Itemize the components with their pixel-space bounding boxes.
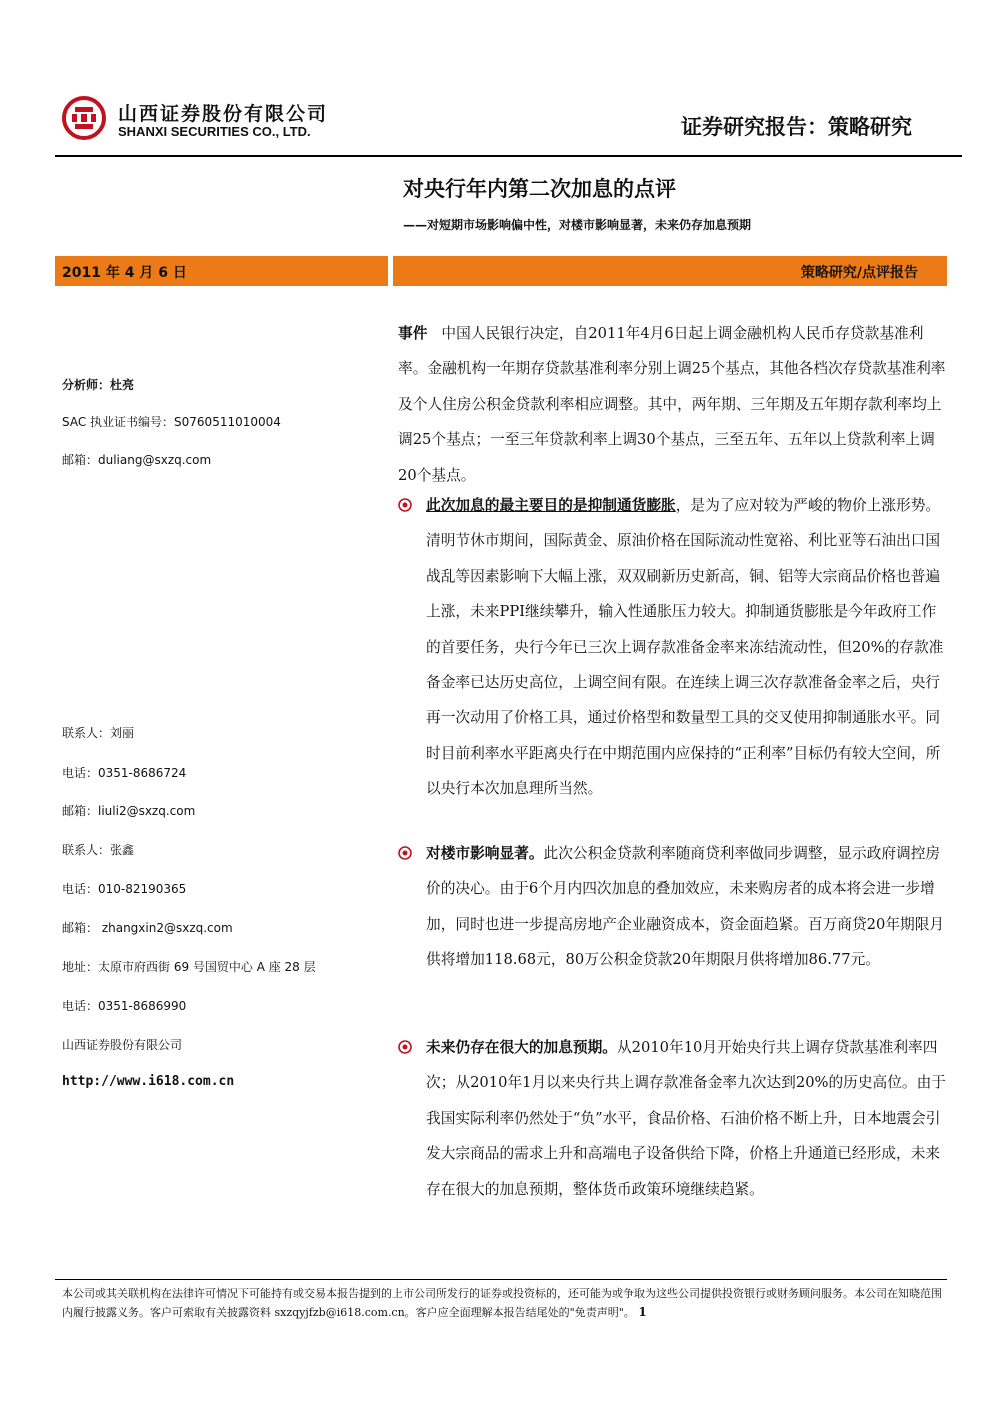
contact-line: 联系人：张鑫 [62, 843, 135, 857]
bullet-item [398, 1030, 946, 1207]
header-divider [55, 155, 392, 157]
page-number: 1 [638, 1305, 647, 1319]
disclaimer-text: 本公司或其关联机构在法律许可情况下可能持有或交易本报告提到的上市公司所发行的证券或投资标的，还可能为或争取为这些公司提供投资银行或财务顾问服务。本公司在知晓范围内履行披露义务。客户可索取有关披露资料 sxzqyjfzb@i618.com.cn。客户应全面理解本报告结尾处的"免责声明"。 [62, 1287, 942, 1319]
analyst-name: 分析师：杜亮 [62, 378, 135, 392]
event-label: 事件 [398, 325, 428, 342]
bullet-text: 从2010年10月开始央行共上调存贷款基准利率四次；从2010年1月以来央行共上调存款准备金率九次达到20%的历史高位。由于我国实际利率仍然处于“负”水平，食品价格、石油价格不断上升，日本地震会引发大宗商品的需求上升和高端电子设备供给下降，价格上升通道已经形成，未来存在很大的加息预期，整体货币政策环境继续趋紧。 [426, 1039, 946, 1198]
contact-line: 地址：太原市府西街 69 号国贸中心 A 座 28 层 [62, 960, 316, 974]
bullet-icon [398, 1040, 412, 1054]
contact-line: 联系人：刘丽 [62, 726, 135, 740]
bullet-text: ，是为了应对较为严峻的物价上涨形势。清明节休市期间，国际黄金、原油价格在国际流动性宽裕、利比亚等石油出口国战乱等因素影响下大幅上涨，双双刷新历史新高，铜、铝等大宗商品价格也普遍上涨，未来PPI继续攀升，输入性通胀压力较大。抑制通货膨胀是今年政府工作的首要任务，央行今年已三次上调存款准备金率来冻结流动性，但20%的存款准备金率已达历史高位，上调空间有限。在连续上调三次存款准备金率之后，央行再一次动用了价格工具，通过价格型和数量型工具的交叉使用抑制通胀水平。同时目前利率水平距离央行在中期范围内应保持的“正利率”目标仍有较大空间，所以央行本次加息理所当然。 [426, 497, 944, 798]
bullet-lead: 对楼市影响显著。 [426, 845, 544, 862]
bullet-lead: 未来仍存在很大的加息预期。 [426, 1039, 617, 1056]
company-name-cn: 山西证券股份有限公司 [118, 103, 329, 125]
event-text: 中国人民银行决定，自2011年4月6日起上调金融机构人民币存贷款基准利率。金融机构一年期存贷款基准利率分别上调25个基点，其他各档次存贷款基准利率及个人住房公积金贷款利率相应调整。其中，两年期、三年期及五年期存款利率均上调25个基点；一至三年贷款利率上调30个基点，三至五年、五年以上贷款利率上调20个基点。 [398, 325, 946, 484]
report-date: 2011 年 4 月 6 日 [62, 265, 187, 281]
bullet-lead: 此次加息的最主要目的是抑制通货膨胀 [426, 497, 676, 514]
contact-line: 电话：0351-8686724 [62, 766, 187, 780]
report-type: 证券研究报告：策略研究 [681, 115, 912, 139]
analyst-email: 邮箱：duliang@sxzq.com [62, 453, 212, 467]
page-subtitle: ——对短期市场影响偏中性，对楼市影响显著，未来仍存加息预期 [403, 218, 752, 232]
bullet-item [398, 488, 946, 807]
contact-line: 山西证券股份有限公司 [62, 1038, 183, 1052]
bullet-text: 此次公积金贷款利率随商贷利率做同步调整，显示政府调控房价的决心。由于6个月内四次加息的叠加效应，未来购房者的成本将会进一步增加，同时也进一步提高房地产企业融资成本，资金面趋紧。百万商贷20年期限月供将增加118.68元，80万公积金贷款20年期限月供将增加86.77元。 [426, 845, 945, 969]
footer-disclaimer [62, 1284, 942, 1322]
event-paragraph [398, 316, 946, 493]
page-title: 对央行年内第二次加息的点评 [403, 177, 676, 201]
sac-number: SAC 执业证书编号：S0760511010004 [62, 415, 281, 429]
header-divider-right [392, 155, 962, 157]
bullet-item [398, 836, 946, 978]
contact-line: 邮箱： zhangxin2@sxzq.com [62, 921, 233, 935]
contact-line: 电话：010-82190365 [62, 882, 187, 896]
bullet-icon [398, 498, 412, 512]
footer-divider [55, 1279, 947, 1280]
contact-line: 邮箱：liuli2@sxzq.com [62, 804, 196, 818]
bullet-icon [398, 846, 412, 860]
company-website[interactable]: http://www.i618.com.cn [62, 1074, 235, 1089]
contact-line: 电话：0351-8686990 [62, 999, 187, 1013]
company-logo-icon [62, 96, 106, 140]
company-name-en: SHANXI SECURITIES CO., LTD. [118, 124, 311, 139]
report-category: 策略研究/点评报告 [800, 265, 918, 281]
